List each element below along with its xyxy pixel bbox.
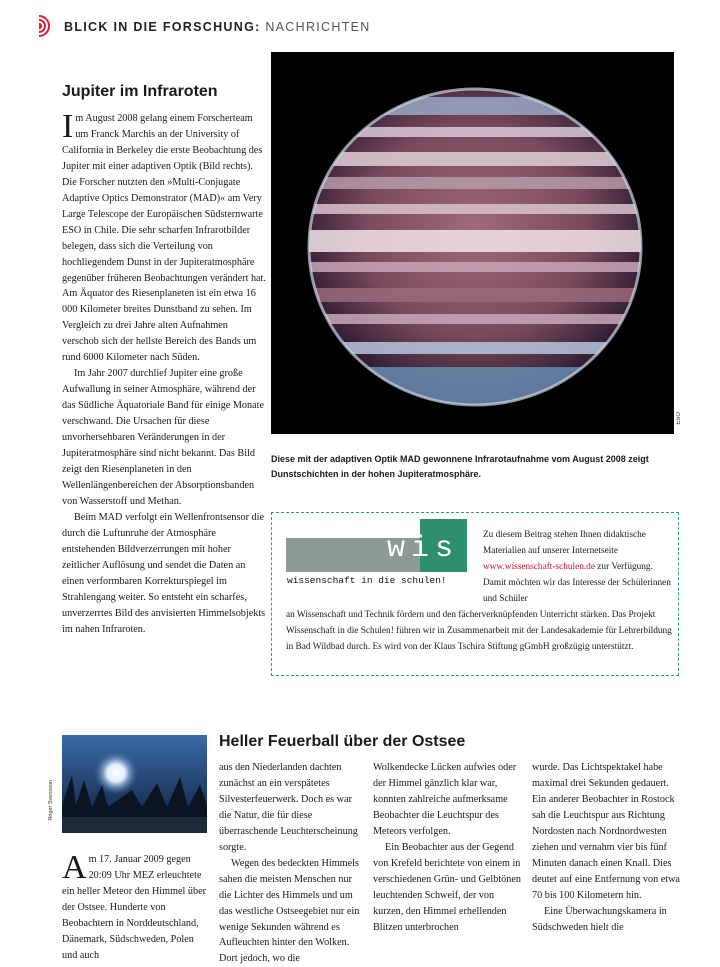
wis-text-b: zur Verfügung. Damit möchten wir das Interesse der Schülerinnen und Schüler bbox=[483, 562, 671, 604]
section-subtitle: NACHRICHTEN bbox=[265, 20, 371, 34]
article2-column-3 bbox=[373, 760, 523, 935]
wis-text-lower: an Wissenschaft und Technik fördern und den fächerverknüpfenden Unterricht stärken. Das Projekt Wissenschaft in die Schulen! führen wir in Zusammenarbeit mit der Landesakademie für Lehrerbildung in Bad Wildbad durch. Es wird von der Klaus Tschira Stiftung gGmbH großzügig unterstützt. bbox=[286, 610, 672, 652]
article2-paragraph-1 bbox=[62, 849, 210, 964]
article2-d1: wurde. Das Lichtspektakel habe maximal drei Sekunden gedauert. Ein anderer Beobachter in Rostock sah die Leuchtspur aus Richtung Nordosten nach Nordnordwesten ziehen und vernahm vier bis fünf Minuten danach einen Knall. Dies deutet auf eine Entfernung von etwa 70 bis 100 Kilometern hin. bbox=[532, 762, 680, 901]
jupiter-infrared-image bbox=[271, 52, 674, 434]
section-title: BLICK IN DIE FORSCHUNG: bbox=[64, 20, 261, 34]
wis-text-upper bbox=[483, 527, 673, 607]
jupiter-caption: Diese mit der adaptiven Optik MAD gewonnene Infrarotaufnahme vom August 2008 zeigt Dunstschichten in der hohen Jupiteratmosphäre. bbox=[271, 454, 649, 479]
article1-p1-text: m August 2008 gelang einem Forscherteam um Franck Marchis an der University of California in Berkeley die erste Beobachtung des Jupiter mit einer adaptiven Optik (Bild rechts). Die Forscher nutzten den »Multi-Conjugate Adaptive Optics Demonstrator (MAD)« am Very Large Telescope der Europäischen Südsternwarte ESO in Chile. Die sehr scharfen Infrarotbilder belegen, dass sich die Verteilung von hochliegendem Dunst in der Jupiteratmosphäre gegenüber früheren Beobachtungen verändert hat. Am Äquator des Riesenplaneten ist ein etwa 16 000 Kilometer breites Dunstband zu sehen. Im Vergleich zu drei Jahre alten Aufnahmen verschob sich der hellste Bereich des Bands um rund 6000 Kilometer nach Süden. bbox=[62, 113, 266, 364]
article2-column-2 bbox=[219, 760, 365, 967]
fireball-photo bbox=[62, 735, 207, 833]
article2-column-4 bbox=[532, 760, 682, 935]
article1-title: Jupiter im Infraroten bbox=[62, 83, 218, 100]
article2-c1: Wolkendecke Lücken aufwies oder der Himmel gänzlich klar war, konnten zahlreiche aufmerksame Beobachter die Leuchtspur des Meteors verfolgen. bbox=[373, 762, 517, 837]
dropcap: I bbox=[62, 108, 74, 145]
jupiter-image-credit: ESO bbox=[676, 412, 682, 425]
article1-paragraph-2: Im Jahr 2007 durchlief Jupiter eine große Aufwallung in seiner Atmosphäre, während der das Südliche Äquatoriale Band für einige Monate verschwand. Die Ursachen für diese unvorhersehbaren Veränderungen in der Jupiteratmosphäre sind nicht bekannt. Das Bild zeigt den Riesenplaneten in den Wellenlängenbereichen der Absorptionsbanden von Wasserstoff und Methan. bbox=[62, 368, 264, 507]
article2-b1: aus den Niederlanden dachten zunächst an ein verspätetes Silvesterfeuerwerk. Doch es war die Natur, die für diese überraschende Leuchterscheinung sorgte. bbox=[219, 762, 358, 853]
article1-paragraph-1 bbox=[62, 108, 267, 366]
wis-logo-letters: wis bbox=[387, 532, 460, 566]
wis-link[interactable]: www.wissenschaft-schulen.de bbox=[483, 562, 595, 572]
article2-c2: Ein Beobachter aus der Gegend von Krefeld berichtete von einem in verschiedenen Grün- und Gelbtönen leuchtenden Schweif, der von kurzen, den Himmel erhellenden Blitzen unterbrochen bbox=[373, 841, 521, 933]
section-target-icon bbox=[37, 14, 57, 38]
wis-slogan: wissenschaft in die schulen! bbox=[287, 575, 447, 586]
dropcap-a: A bbox=[62, 849, 87, 886]
section-header bbox=[64, 20, 371, 34]
wis-info-box bbox=[271, 512, 679, 676]
article2-d2: Eine Überwachungskamera in Südschweden hielt die bbox=[532, 905, 667, 933]
article2-column-1 bbox=[62, 849, 210, 964]
article1-column bbox=[62, 108, 267, 637]
article2-b2: Wegen des bedeckten Himmels sahen die meisten Menschen nur die Lichter des Himmels und um das westliche Ostseegebiet nur ein wenige Sekunden während es Aufleuchten hinter den Wolken. Dort jedoch, wo die bbox=[219, 857, 360, 965]
article2-a1-text: m 17. Januar 2009 gegen 20:09 Uhr MEZ erleuchtete ein heller Meteor den Himmel über der Ostsee. Hunderte von Beobachtern in Norddeutschland, Dänemark, Südschweden, Polen und auch bbox=[62, 854, 206, 961]
fireball-image-credit: Roger Svensson bbox=[48, 780, 54, 821]
article2-title: Heller Feuerball über der Ostsee bbox=[219, 733, 466, 750]
wis-text-a: Zu diesem Beitrag stehen Ihnen didaktische Materialien auf unserer Internetseite bbox=[483, 530, 646, 556]
article1-paragraph-3: Beim MAD verfolgt ein Wellenfrontsensor die durch die Luftunruhe der Atmosphäre entstehenden Bildverzerrungen mit hoher zeitlicher Auflösung und sendet die Daten an einen verformbaren Korrekturspiegel im Strahlengang weiter. So entsteht ein scharfes, unverzerrtes Bild des anvisierten Himmelsobjekts im nahen Infraroten. bbox=[62, 511, 266, 635]
